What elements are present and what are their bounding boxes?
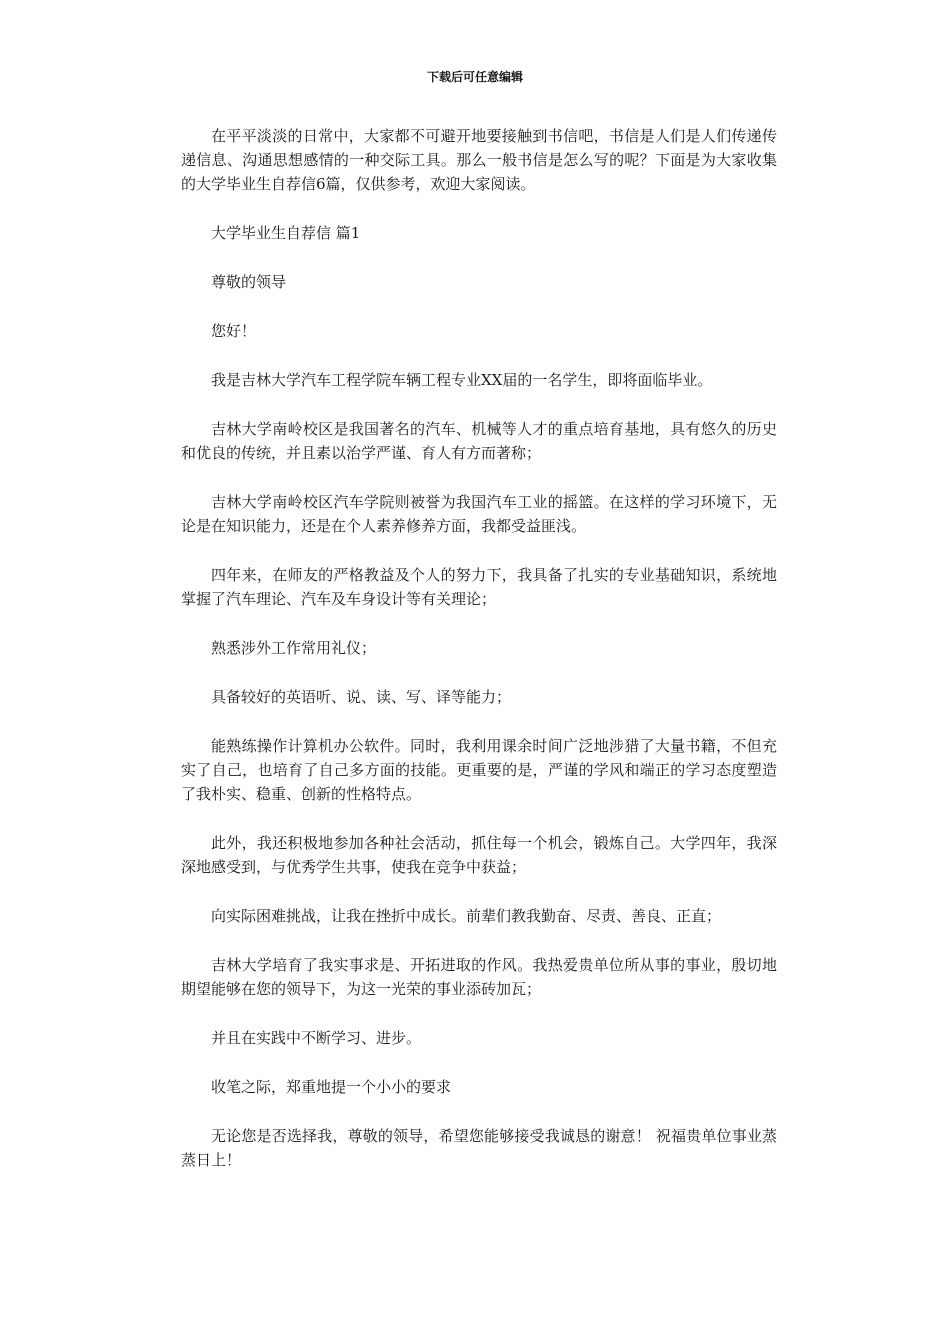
paragraph: 能熟练操作计算机办公软件。同时，我利用课余时间广泛地涉猎了大量书籍，不但充实了自己，也培育了自己多方面的技能。更重要的是，严谨的学风和端正的学习态度塑造了我朴实、稳重、创新的性格特点。 [181,737,777,803]
paragraph: 此外，我还积极地参加各种社会活动，抓住每一个机会，锻炼自己。大学四年，我深深地感受到，与优秀学生共事，使我在竞争中获益； [181,834,777,876]
paragraph: 收笔之际，郑重地提一个小小的要求 [211,1078,452,1096]
paragraph-intro: 在平平淡淡的日常中，大家都不可避开地要接触到书信吧，书信是人们是人们传递传递信息、沟通思想感情的一种交际工具。那么一般书信是怎么写的呢？下面是为大家收集的大学毕业生自荐信6篇，仅供参考，欢迎大家阅读。 [181,127,777,193]
salutation: 尊敬的领导 [211,273,287,291]
paragraph: 吉林大学培育了我实事求是、开拓进取的作风。我热爱贵单位所从事的事业，殷切地期望能够在您的领导下，为这一光荣的事业添砖加瓦； [181,956,777,998]
paragraph: 吉林大学南岭校区汽车学院则被誉为我国汽车工业的摇篮。在这样的学习环境下，无论是在知识能力，还是在个人素养修养方面，我都受益匪浅。 [181,493,777,535]
paragraph: 吉林大学南岭校区是我国著名的汽车、机械等人才的重点培育基地，具有悠久的历史和优良的传统，并且素以治学严谨、育人有方而著称； [181,420,777,462]
header-note: 下载后可任意编辑 [426,70,523,84]
document-body [181,124,777,1197]
section-heading: 大学毕业生自荐信 篇1 [211,224,361,242]
paragraph: 并且在实践中不断学习、进步。 [211,1029,422,1047]
paragraph: 向实际困难挑战，让我在挫折中成长。前辈们教我勤奋、尽责、善良、正直； [211,907,722,925]
paragraph: 具备较好的英语听、说、读、写、译等能力； [211,688,512,706]
greeting: 您好！ [211,322,257,340]
closing-paragraph: 无论您是否选择我，尊敬的领导，希望您能够接受我诚恳的谢意！ 祝福贵单位事业蒸蒸日上！ [181,1127,777,1169]
paragraph: 我是吉林大学汽车工程学院车辆工程专业XX届的一名学生，即将面临毕业。 [211,371,713,389]
paragraph: 熟悉涉外工作常用礼仪； [211,639,377,657]
paragraph: 四年来，在师友的严格教益及个人的努力下，我具备了扎实的专业基础知识，系统地掌握了汽车理论、汽车及车身设计等有关理论； [181,566,777,608]
